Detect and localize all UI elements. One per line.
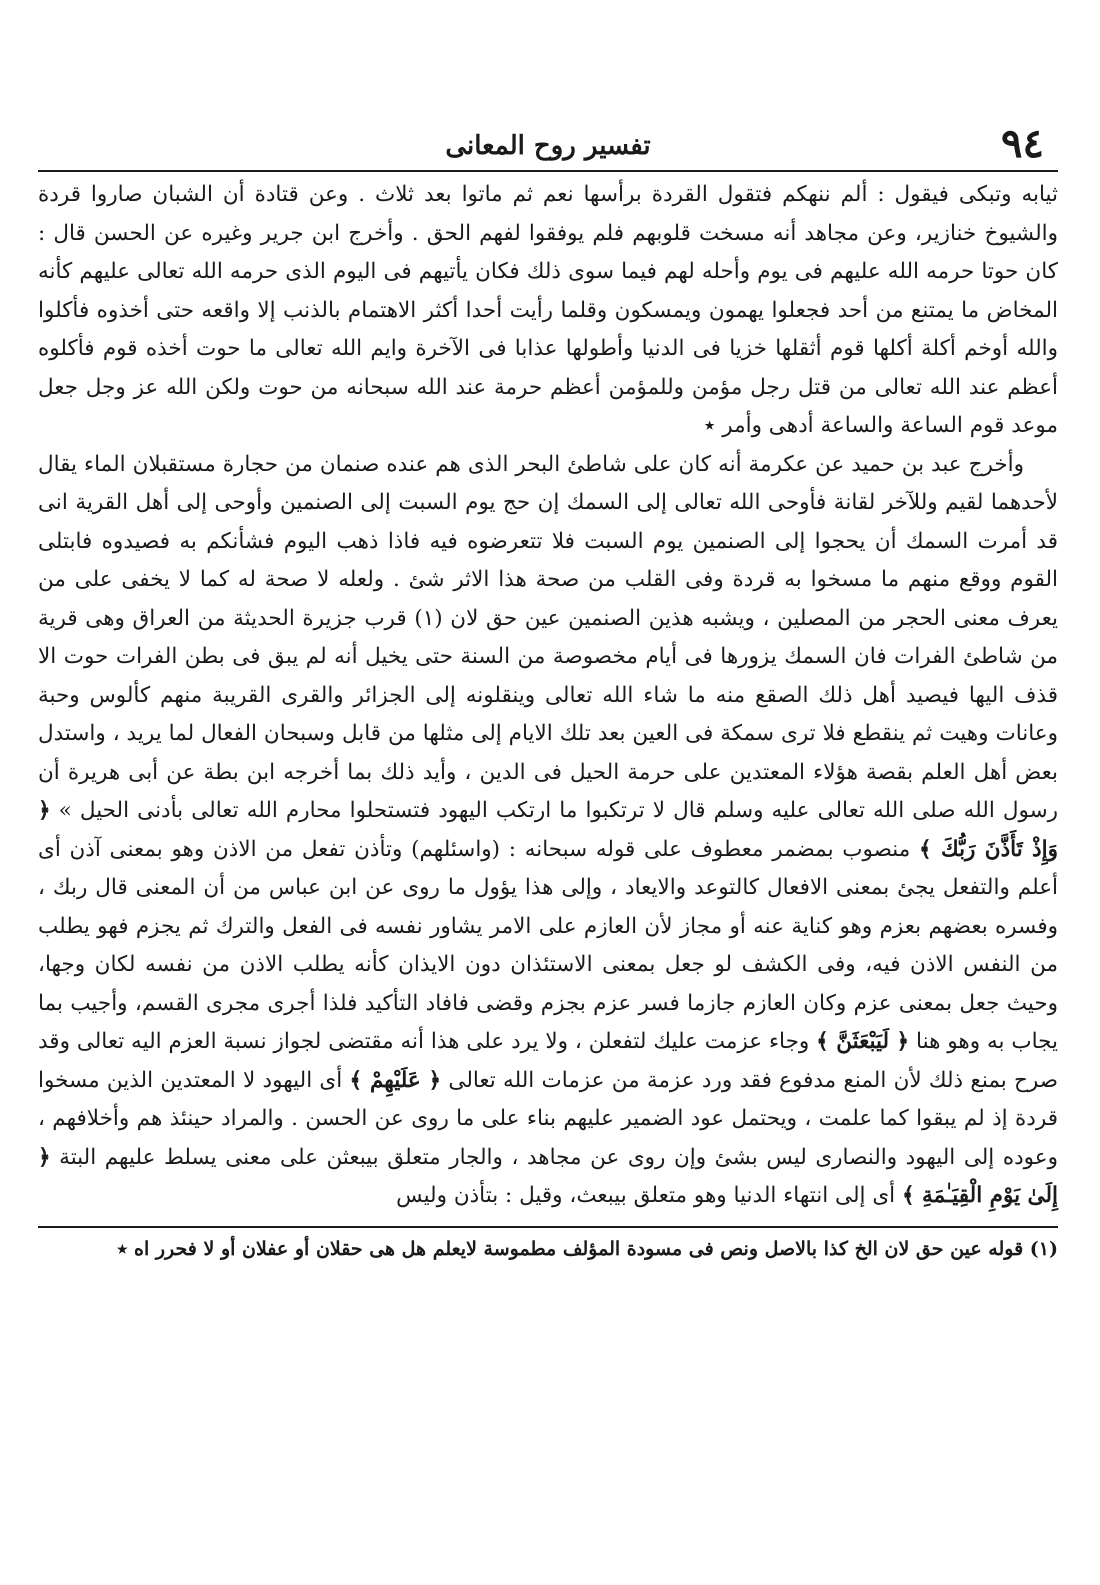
paragraph-text: أى اليهود لا المعتدين الذين مسخوا قردة إذ لم يبقوا كما علمت ، ويحتمل عود الضمير عليهم بناء على ما روى عن الحسن . والمراد حينئذ هم وأخلافهم ، وعوده إلى اليهود والنصارى ليس بشئ وإن روى عن مجاهد ، والجار متعلق بيبعثن على معنى يسلط عليهم البتة xyxy=(38,1067,1058,1170)
page-number: ٩٤ xyxy=(1001,120,1044,167)
paragraph-text: وأخرج عبد بن حميد عن عكرمة أنه كان على شاطئ البحر الذى هم عنده صنمان من حجارة مستقبلان الماء يقال لأحدهما لقيم وللآخر لقانة فأوحى الله تعالى إلى السمك إن حج يوم السبت إلى الصنمين وأوحى إلى أهل القرية انى قد أمرت السمك أن يحجوا إلى الصنمين يوم السبت فلا تتعرضوه فيه فاذا ذهب اليوم فشأنكم به فصيدوه فابتلى القوم ووقع منهم ما مسخوا به قردة وفى القلب من صحة هذا الاثر شئ . ولعله لا صحة له كما لا يخفى على من يعرف معنى الحجر من المصلين ، ويشبه هذين الصنمين عين حق لان (١) قرب جزيرة الحديثة من العراق وهى قرية من شاطئ الفرات فان السمك يزورها فى أيام مخصوصة من السنة حتى يخيل أنه لم يبق فى بطن الفرات حوت الا قذف اليها فيصيد أهل ذلك الصقع منه ما شاء الله تعالى وينقلونه إلى الجزائر والقرى القريبة منهم كألوس وحبة وعانات وهيت ثم ينقطع فلا ترى سمكة فى العين بعد تلك الايام إلى مثلها من قابل وسبحان الفعال لما يريد ، واستدل بعض أهل العلم بقصة هؤلاء المعتدين على حرمة الحيل فى الدين ، وأيد ذلك بما أخرجه ابن بطة عن أبى هريرة أن رسول الله صلى الله تعالى عليه وسلم قال لا ترتكبوا ما ارتكب اليهود فتستحلوا محارم الله تعالى بأدنى الحيل » xyxy=(38,451,1058,823)
paragraph xyxy=(38,176,1058,446)
paragraph-text: ثيابه وتبكى فيقول : ألم ننهكم فتقول القردة برأسها نعم ثم ماتوا بعد ثلاث . وعن قتادة أن الشبان صاروا قردة والشيوخ خنازير، وعن مجاهد أنه مسخت قلوبهم فلم يوفقوا لفهم الحق . وأخرج ابن جرير وغيره عن الحسن قال : كان حوتا حرمه الله عليهم فى يوم وأحله لهم فيما سوى ذلك فكان يأتيهم فى اليوم الذى حرمه الله تعالى عليهم كأنه المخاض ما يمتنع من أحد فجعلوا يهمون ويمسكون وقلما رأيت أحدا أكثر الاهتمام بالذنب إلا واقعه حتى أخذوه فأكلوا والله أوخم أكلة أكلها قوم أثقلها خزيا فى الدنيا وأطولها عذابا فى الآخرة وايم الله تعالى ما حوت أخذه قوم فأكلوه أعظم عند الله تعالى من قتل رجل مؤمن وللمؤمن أعظم حرمة عند الله سبحانه من حوت ولكن الله عز وجل جعل موعد قوم الساعة والساعة أدهى وأمر ٭ xyxy=(38,182,1058,438)
document-page xyxy=(38,120,1058,1266)
page-header xyxy=(38,120,1058,172)
main-text xyxy=(38,176,1058,1216)
footnote-divider xyxy=(38,1226,1058,1228)
paragraph-text: أى إلى انتهاء الدنيا وهو متعلق بيبعث، وقيل : بتأذن وليس xyxy=(396,1183,902,1208)
footnote: (١) قوله عين حق لان الخ كذا بالاصل ونص فى مسودة المؤلف مطموسة لايعلم هل هى حقلان أو عفلان أو لا فحرر اه ٭ xyxy=(117,1237,1058,1260)
paragraph xyxy=(38,446,1058,1216)
quran-verse: ﴿ إِلَىٰ يَوْمِ الْقِيَـٰمَةِ ﴾ xyxy=(38,1144,1058,1208)
paragraph-text: منصوب بمضمر معطوف على قوله سبحانه : (واسئلهم) وتأذن تفعل من الاذن وهو بمعنى آذن أى أعلم والتفعل يجئ بمعنى الافعال كالتوعد والايعاد ، وإلى هذا يؤول ما روى عن ابن عباس من أن المعنى قال ربك ، وفسره بعضهم بعزم وهو كناية عنه أو مجاز لأن العازم على الامر يشاور نفسه فى الفعل والترك ثم يجزم فهو يطلب من النفس الاذن فيه، وفى الكشف لو جعل بمعنى الاستئذان دون الايذان كأنه يطلب الاذن من نفسه لكان وجها، وحيث جعل بمعنى عزم وكان العازم جازما فسر عزم بجزم وقضى فافاد التأكيد فلذا أجرى مجرى القسم، وأجيب بما يجاب به وهو هنا xyxy=(38,836,1058,1054)
quran-verse: ﴿ عَلَيْهِمْ ﴾ xyxy=(349,1067,442,1093)
quran-verse: ﴿ وَإِذْ تَأَذَّنَ رَبُّكَ ﴾ xyxy=(38,798,1058,862)
paragraph-text: وجاء عزمت عليك لتفعلن ، ولا يرد على هذا أنه مقتضى لجواز نسبة العزم اليه تعالى وقد صرح بمنع ذلك لأن المنع مدفوع فقد ورد عزمة من عزمات الله تعالى xyxy=(38,1029,1058,1093)
running-title: تفسير روح المعانى xyxy=(445,131,651,161)
quran-verse: ﴿ لَيَبْعَثَنَّ ﴾ xyxy=(816,1029,910,1054)
